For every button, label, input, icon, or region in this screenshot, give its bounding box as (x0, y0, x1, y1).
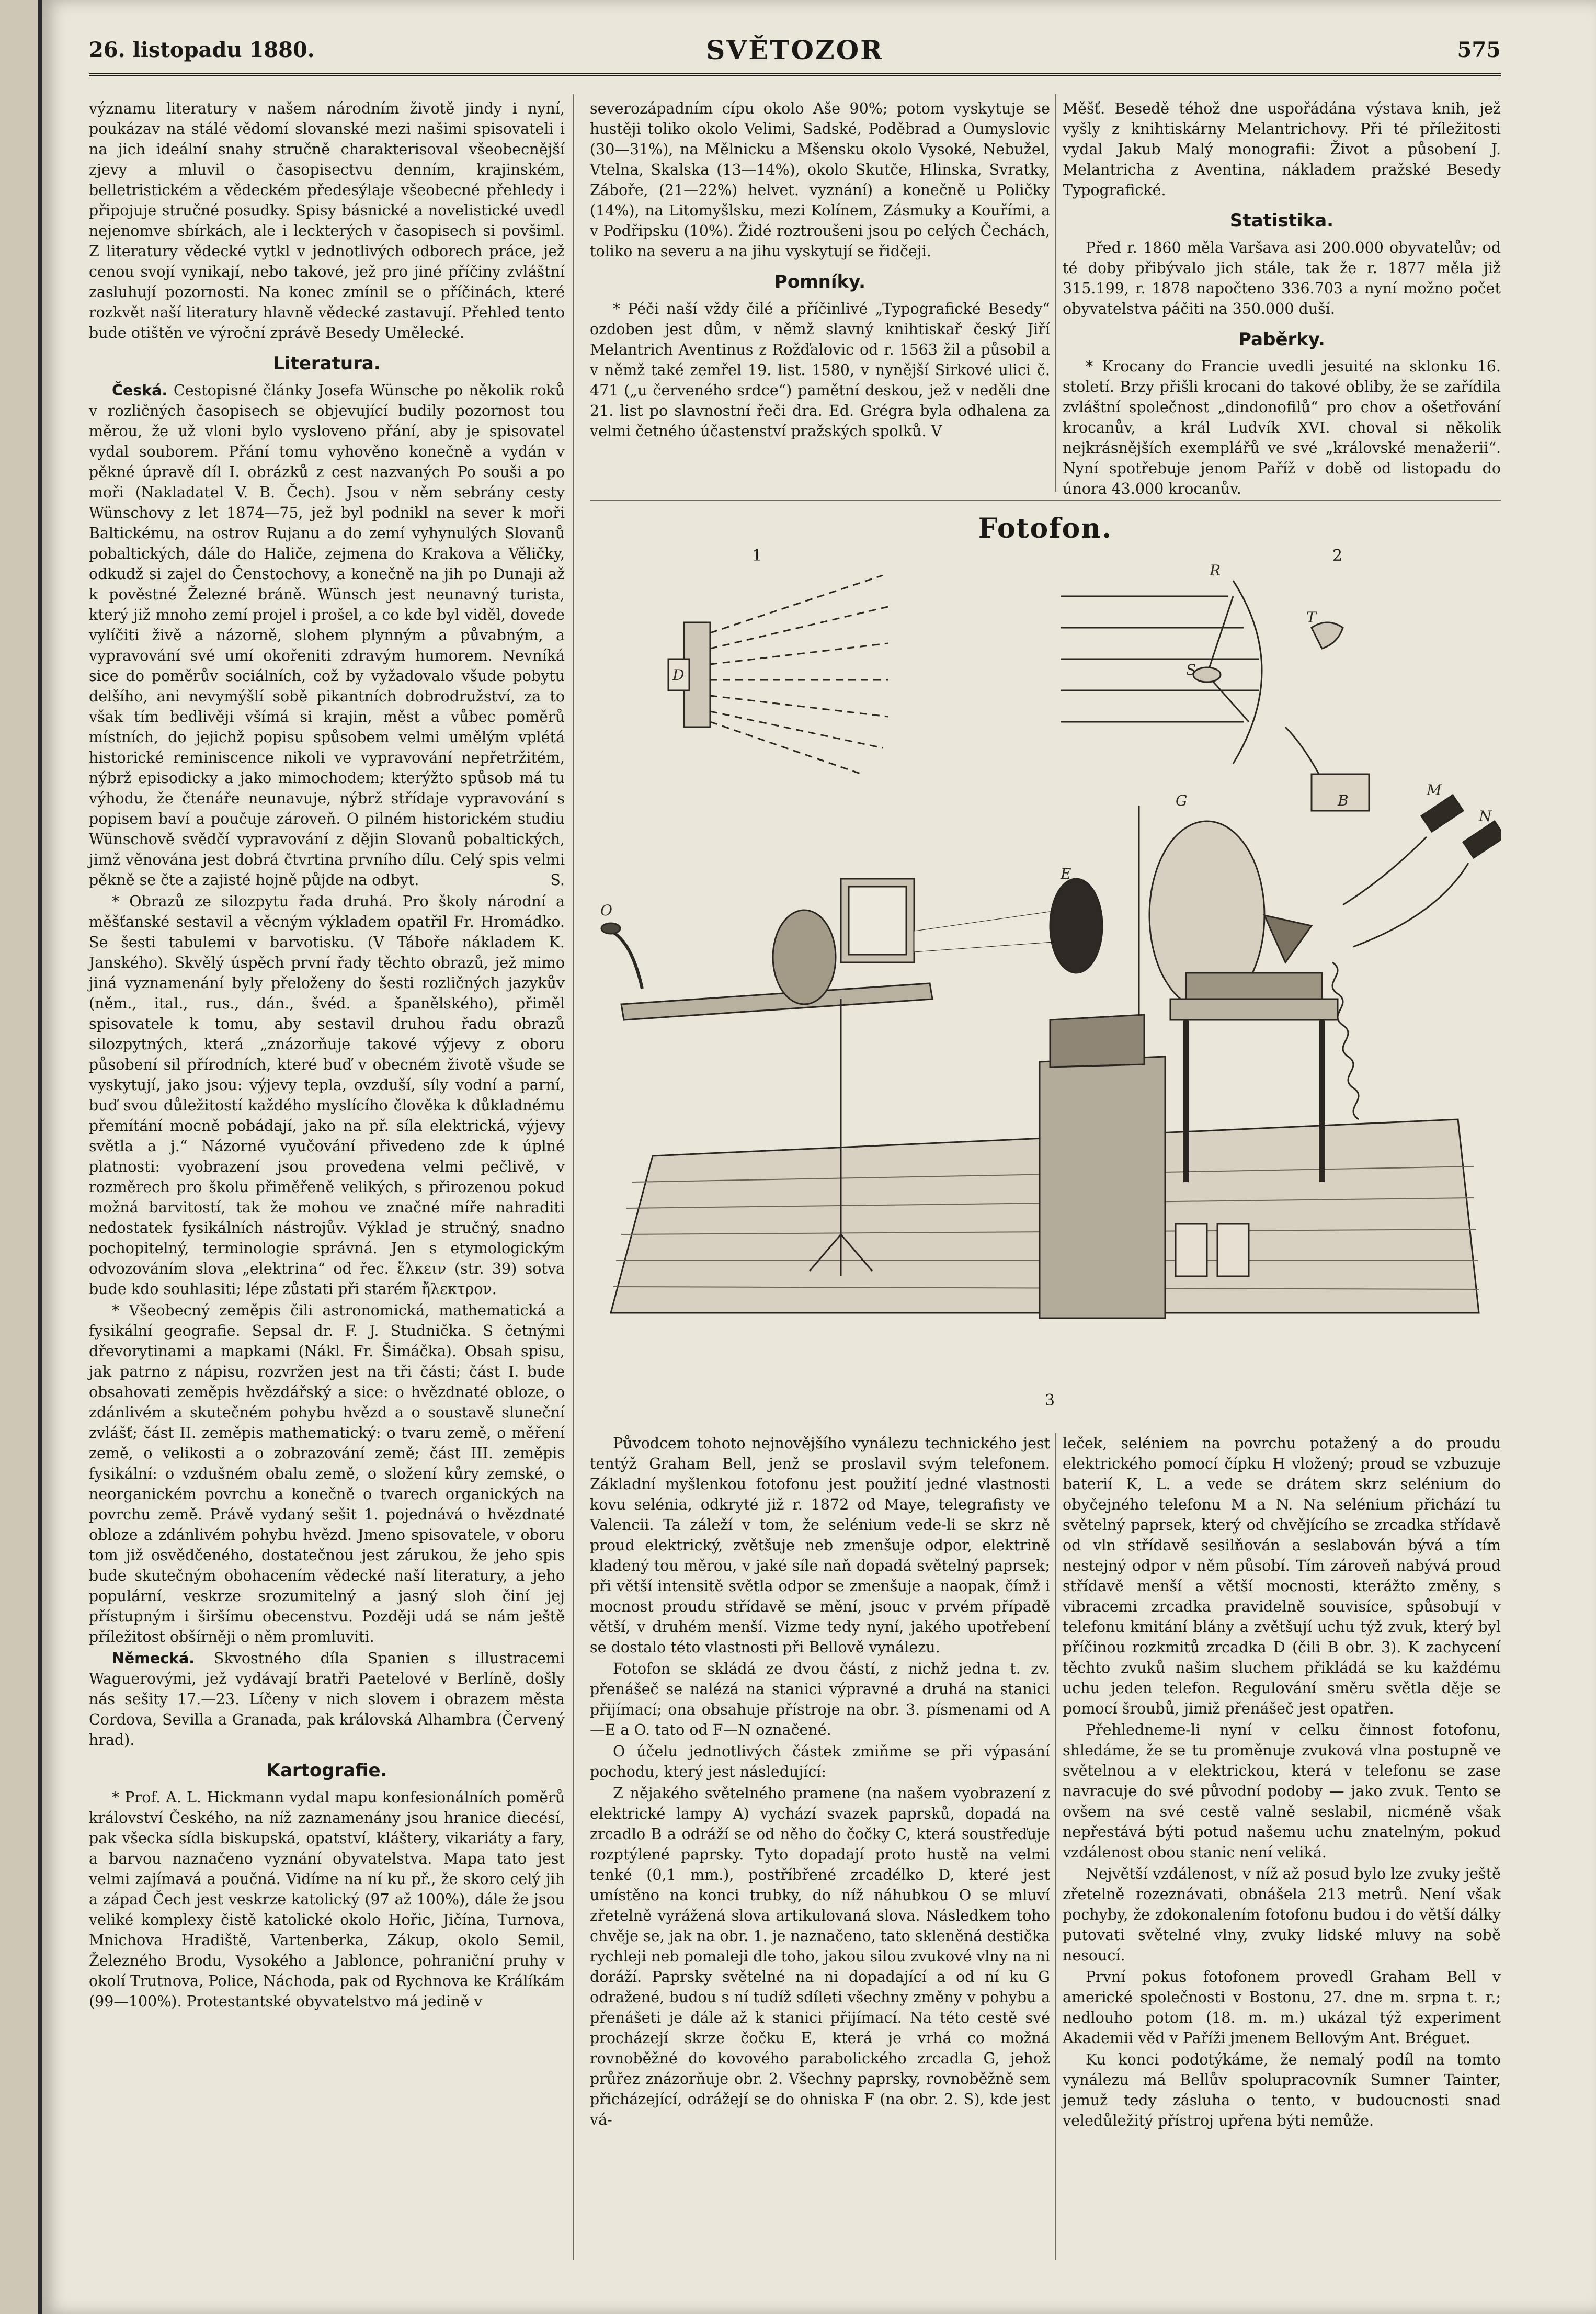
header-rule (89, 73, 1501, 76)
article-obrazu: * Obrazů ze silozpytu řada druhá. Pro školy národní a měšťanské sestavil a věcným výkladem opatřil Fr. Hromádko. Se šesti tabulemi v barvotisku. (V Táboře nákladem K. Janského). Skvělý úspěch první řady těchto obrazů, jež mimo jiná vyznamenání byly přeloženy do šesti rozličných jazykův (něm., ital., rus., dán., švéd. a španělského), přiměl spisovatele k tomu, aby sestavil druhou řadu obrazů silozpytných, která „znázorňuje takové výjevy z oboru působení sil přírodních, které buď v obecném životě všude se vyskytují, jako jsou: výjevy tepla, ovzduší, síly vodní a parní, buď svou důležitostí každého myslícího člověka k důkladnému přemítání mocně pobádají, jako na př. síla elektrická, výjevy světla a j.“ Názorné vyučování přivedeno zde k úplné platnosti: vyobrazení jsou provedena velmi pečlivě, v rozměrech pro školu přiměřeně velikých, s přirozenou pokud možná barvitostí, tak že mohou ve značné míře nahraditi nedostatek fysikálních nástrojův. Výklad je stručný, snadno pochopitelný, terminologie správná. Jen s etymologickým odvozováním slova „elektrina“ od řec. ἕλκειν (str. 39) sotva bude kdo souhlasiti; lépe zůstati při starém ἤλεκτρον. (89, 893, 565, 1298)
header-title: SVĚTOZOR (706, 35, 884, 65)
engraving-svg (590, 502, 1501, 1423)
section-heading-statistika: Statistika. (1229, 210, 1334, 231)
article-intro: významu literatury v našem národním životě jindy i nyní, poukázav na stálé vědomí slovanské mezi našimi spisovateli i na jich ideální snahy stručně charakterisoval všeobecnější zjevy a mluvil o časopisectvu denním, krajinském, belletristickém a vědeckém předesýlaje všeobecné přehledy i připojuje stručné posudky. Spisy básnické a novelistické uvedl nejenomve sbírkách, ale i leckterých v časopisech si povšiml. Z literatury vědecké vytkl v jednotlivých odborech práce, jež cenou svojí vynikají, nebo takové, jež pro jiné příčiny zvláštní zasluhují pozornosti. Na konec zmínil se o příčinách, které rozkvět naší literatury hlavně vědecké zastavují. Přehled tento bude otištěn ve výroční zprávě Besedy Umělecké. (89, 100, 565, 342)
fotofon-para-1: Původcem tohoto nejnovějšího vynálezu technického jest tentýž Graham Bell, jenž se proslavil svým telefonem. Základní myšlenkou fotofonu jest použití jedné vlastnosti kovu selénia, odkryté již r. 1872 od Maye, telegrafisty ve Valencii. Ta záleží v tom, že selénium vede-li se skrz ně proud elektrický, zvětšuje neb zmenšuje odpor, elektrině kladený tou měrou, v jaké síle naň dopadá světelný paprsek; při větší intensitě světla odpor se zmenšuje a naopak, čímž i mocnost proudu střídavě se mění, jsouc v prvém případě větší, v druhém menší. Vizme tedy nyní, jakého upotřebení se dostalo této vlastnosti při Bellově vynálezu. (590, 1435, 1050, 1656)
article-nemecka-text: Skvostného díla Spanien s illustracemi Waguerovými, jež vydávají bratři Paetelové v Berlíně, došly nás sešity 17.—23. Líčeny v nich slovem i obrazem města Cordova, Sevilla a Granada, pak královská Alhambra (Červený hrad). (89, 1650, 565, 1749)
label-n: N (1479, 808, 1492, 825)
article-ceska-text: Cestopisné články Josefa Wünsche po několik roků v rozličných časopisech se objevující budily pozornost tou měrou, že už vloni bylo vysloveno přání, aby je spisovatel vydal souborem. Přání tomu vyhověno konečně a vydán v pěkné úpravě díl I. obrázků z cest nazvaných Po souši a po moři (Nakladatel V. B. Čech). Jsou v něm sebrány cesty Wünschovy z let 1874—75, jež byl podnikl na sever k moři Baltickému, na ostrov Rujanu a do zemí vyhynulých Slovanů pobaltických, dále do Haliče, zejmena do Krakova a Věličky, odkudž si zajel do Čenstochovy, a konečně na jih po Dunaji až k pověstné Železné bráně. Wünsch jest neunavný turista, který již mnoho zemí projel i prošel, a co kde byl viděl, dovede vylíčiti živě a názorně, slohem plynným a půvabným, a vypravování své umí okořeniti zdravým humorem. Nevníká sice do poměrův sociálních, což by vyžadovalo všude pobytu delšího, ani nevymýšlí sobě pikantních dobrodružství, za to však tím bedlivěji všímá si krajin, měst a vůbec poměrů místních, do jejichž popisu spůsobem velmi umělým vplétá historické reminiscence nikoli ve vypravování nepřetržitém, nýbrž episodicky a jako mimochodem; kterýžto spůsob má tu výhodu, že čtenáře neunavuje, nýbrž střídaje vypravování s popisem baví a poučuje zároveň. O pilném historickém studiu Wünschově svědčí vypravování z dějin Slovanů pobaltických, jimž věnována jest dobrá čtvrtina prvního dílu. Celý spis velmi pěkně se čte a zajisté hojně půjde na odbyt. (89, 382, 565, 889)
label-e: E (1061, 865, 1071, 882)
fotofon-para-8: První pokus fotofonem provedl Graham Bell v americké společnosti v Bostonu, 27. dne m. srpna t. r.; nedlouho potom (18. m. m.) ukázal týž experiment Akademii věd v Paříži jmenem Bellovým Ant. Bréguet. (1063, 1968, 1501, 2047)
article-statistika: Před r. 1860 měla Varšava asi 200.000 obyvatelův; od té doby přibývalo jich stále, tak že r. 1877 měla již 315.199, r. 1878 napočteno 336.703 a nyní možno počet obyvatelstva páčiti na 350.000 duší. (1063, 239, 1501, 317)
label-o: O (600, 902, 612, 919)
subhead-ceska: Česká. (112, 382, 168, 399)
article-ceska (89, 380, 565, 890)
page-margin-left (0, 0, 42, 2314)
fotofon-para-9: Ku konci podotýkáme, že nemalý podíl na tomto vynálezu má Bellův spolupracovník Sumner Tainter, jemuž tedy zásluha o tento, v budoucnosti snad veledůležitý přístroj upřena býti nemůže. (1063, 2051, 1501, 2129)
article-pomniky: * Péči naší vždy čilé a příčinlivé „Typografické Besedy“ ozdoben jest dům, v němž slavný knihtiskař český Jiří Melantrich Aventinus z Rožďalovic od r. 1563 žil a působil a v němž také zemřel 19. list. 1580, v nynější Sirkové ulici č. 471 („u červeného srdce“) pamětní deskou, jež v neděli dne 21. list po slavnostní řeči dra. Ed. Grégra byla odhalena za velmi četného účastenství pražských spolků. V (590, 300, 1050, 440)
figure-number-3: 3 (1045, 1391, 1055, 1410)
label-r: R (1210, 562, 1221, 579)
fig1-mirror-diagram (668, 575, 888, 774)
column-divider (1055, 1433, 1056, 2260)
article-paberky: * Krocany do Francie uvedli jesuité na sklonku 16. století. Brzy přišli krocani do takové obliby, že se zařídila zvláštní společnost „dindonofilů“ pro chov a ošetřování krocanův, a král Ludvík XVI. choval si několik nejkrásnějších exemplářů ve své „královské menažerii“. Nyní spotřebuje jenom Paříž v době od listopadu do února 43.000 krocanův. (1063, 358, 1501, 497)
fotofon-para-6: Přehledneme-li nyní v celku činnost fotofonu, shledáme, že se tu proměnuje zvuková vlna postupně ve světelnou a v elektrickou, která v telefonu se zase navracuje do své původní podoby — jako zvuk. Tento se ovšem na své cestě valně seslabil, nicméně však nepřestává býti potud našemu uchu znatelným, pokud vzdálenost obou stanic není veliká. (1063, 1721, 1501, 1861)
page-header (89, 31, 1501, 68)
newspaper-page (42, 0, 1596, 2314)
column-divider (573, 94, 574, 2260)
figure-letter-labels (600, 562, 1492, 919)
signature: S. (550, 871, 565, 889)
figure-number-2: 2 (1332, 547, 1343, 565)
article-kartografie: * Prof. A. L. Hickmann vydal mapu konfesionálních poměrů království Českého, na níž zaznamenány jsou hranice diecésí, pak všecka sídla biskupská, opatství, kláštery, vikariáty a fary, a barvou naznačeno vyznání obyvatelstva. Mapa tato jest velmi zajímavá a poučná. Vidíme na ní ku př., že skoro celý jih a západ Čech jest veskrze katolický (97 až 100%), dále že jsou veliké komplexy čistě katolické okolo Hořic, Jičína, Turnova, Mnichova Hradiště, Vartenberka, Zákup, okolo Semil, Železného Brodu, Vysokého a Jablonce, pohraniční pruhy v okolí Trutnova, Police, Náchoda, pak od Rychnova ke Králíkám (99—100%). Protestantské obyvatelstvo má jedině v (89, 1789, 565, 2010)
label-t: T (1306, 609, 1316, 626)
section-heading-paberky: Paběrky. (1238, 329, 1325, 350)
fotofon-para-7: Největší vzdálenost, v níž až posud bylo lze zvuky ještě zřetelně rozeznávati, obnášela 213 metrů. Není však pochyby, že zdokonalením fotofonu budou i do větší dálky putovati světelné vlny, zvuky lidské mluvy na sobě nesoucí. (1063, 1865, 1501, 1964)
column-3-top (1063, 98, 1501, 500)
article-kartografie-cont: severozápadním cípu okolo Aše 90%; potom vyskytuje se hustěji toliko okolo Velimi, Sadské, Poděbrad a Oumyslovic (30—31%), na Mělnicku a Mšensku okolo Vysoké, Nebužel, Vtelna, Skalska (13—14%), okolo Skutče, Hlinska, Svratky, Záboře, (21—22%) helvet. vyznání) a konečně u Poličky (14%), na Litomyšlsku, mezi Kolínem, Zásmuky a Kouřími, a v Podřipsku (10%). Židé roztroušeni jsou po celých Čechách, toliko na severu a na jihu vyskytují se řidčeji. (590, 100, 1050, 260)
label-b: B (1338, 792, 1349, 809)
header-date: 26. listopadu 1880. (89, 38, 315, 62)
article-nemecka (89, 1648, 565, 1750)
fotofon-illustration (590, 502, 1501, 1423)
column-1 (89, 98, 565, 2013)
article-pomniky-cont: Měšť. Besedě téhož dne uspořádána výstava knih, jež vyšly z knihtiskárny Melantrichovy. Při té příležitosti vydal Jakub Malý monografii: Život a působení J. Melantricha z Aventina, nákladem pražské Besedy Typografické. (1063, 100, 1501, 199)
fig3-photophone-apparatus (601, 795, 1501, 1318)
fig2-parabolic-diagram (1061, 581, 1369, 811)
figure-number-1: 1 (752, 547, 762, 565)
label-s: S (1186, 661, 1196, 678)
section-heading-kartografie: Kartografie. (266, 1760, 387, 1781)
fotofon-para-4: Z nějakého světelného pramene (na našem vyobrazení z elektrické lampy A) vychází svazek paprsků, dopadá na zrcadlo B a odráží se od něho do čočky C, která soustřeďuje rozptýlené paprsky. Tyto dopadají proto hustě na velmi tenké (0,1 mm.), postříbřené zrcadélko D, které jest umístěno na konci trubky, do níž náhubkou O se mluví zřetelně vyrážená slova artikulovaná slova. Následkem toho chvěje se, jak na obr. 1. je naznačeno, tato skleněná destička rychleji neb pomaleji dle toho, jakou silou zvukové vlny na ni doráží. Paprsky světelné na ni dopadající a od ní ku G odražené, budou s ní tudíž sdíleti všechny změny v pohybu a přenášeti je dále až k stanici přijímací. Na této cestě své procházejí skrze čočku E, která je vrhá co možná rovnoběžné do kovového parabolického zrcadla G, jehož průřez znázorňuje obr. 2. Všechny paprsky, rovnoběžně sem přicházející, odrážejí se do ohniska F (na obr. 2. S), kde jest vá- (590, 1785, 1050, 2128)
section-heading-literatura: Literatura. (273, 353, 381, 374)
column-divider (1055, 94, 1056, 492)
section-heading-pomniky: Pomníky. (774, 271, 866, 292)
label-d: D (672, 666, 685, 684)
fotofon-para-5: leček, seléniem na povrchu potažený a do proudu elektrického pomocí čípku H vložený; proud se vzbuzuje baterií K, L. a vede se drátem skrz selénium do obyčejného telefonu M a N. Na selénium přichází tu světelný paprsek, který od chvějícího se zrcadka střídavě od vln střídavě sesilňován a seslabován bývá a tím nestejný odpor v něm působí. Tím zároveň nabývá proud střídavě menší a větší mocnosti, kterážto změny, s vibracemi zrcadka pravidelně souvisíce, spůsobují v telefonu kmitání blány a zvětšují uchu týž zvuk, který byl příčinou rozkmitů zrcadka D (čili B obr. 3). K zachycení těchto zvuků našim sluchem přikládá se ku každému uchu jeden telefon. Regulování směru světla děje se pomocí šroubů, jimiž přenášeč jest opatřen. (1063, 1435, 1501, 1717)
subhead-nemecka: Německá. (112, 1650, 195, 1667)
label-g: G (1176, 792, 1188, 809)
fotofon-para-3: O účelu jednotlivých částek zmiňme se při výpasání pochodu, který jest následující: (590, 1743, 1050, 1780)
label-m: M (1427, 781, 1442, 799)
article-zemepis: * Všeobecný zeměpis čili astronomická, mathematická a fysikální geografie. Sepsal dr. F. J. Studnička. S četnými dřevorytinami a mapkami (Nákl. Fr. Šimáčka). Obsah spisu, jak patrno z nápisu, rozvržen jest na tři části; část I. bude obsahovati zeměpis hvězdářský a sice: o hvězdnaté obloze, o zdánlivém a skutečném pohybu hvězd a o soustavě sluneční zvlášť; část II. zeměpis mathematický: o tvaru země, o měření země, o velikosti a o zobrazování země; část III. zeměpis fysikální: o vzdušném obalu země, o složení kůry zemské, o neorganickém povrchu a konečně o tvarech organických na povrchu země. Právě vydaný sešit 1. pojednává o hvězdnaté obloze a zdánlivém pohybu hvězd. Jmeno spisovatele, v oboru tom již osvědčeného, dostatečnou jest zárukou, že jeho spis bude skutečným obohacením vědecké naší literatury, a jeho populární, veskrze srozumitelný a jasný sloh činí jej přístupným i širšímu obecenstvu. Později udá se nám ještě příležitost obšírněji o něm promluviti. (89, 1302, 565, 1646)
fotofon-para-2: Fotofon se skládá ze dvou částí, z nichž jedna t. zv. přenášeč se nalézá na stanici výpravné a druhá na stanici přijímací; ona obsahuje přístroje na obr. 3. písmenami od A—E a O. tato od F—N označené. (590, 1660, 1050, 1739)
column-2-bottom (590, 1433, 1050, 2131)
column-3-bottom (1063, 1433, 1501, 2132)
column-2-top (590, 98, 1050, 443)
figure-title: Fotofon. (978, 513, 1113, 545)
page-number: 575 (1457, 38, 1501, 62)
